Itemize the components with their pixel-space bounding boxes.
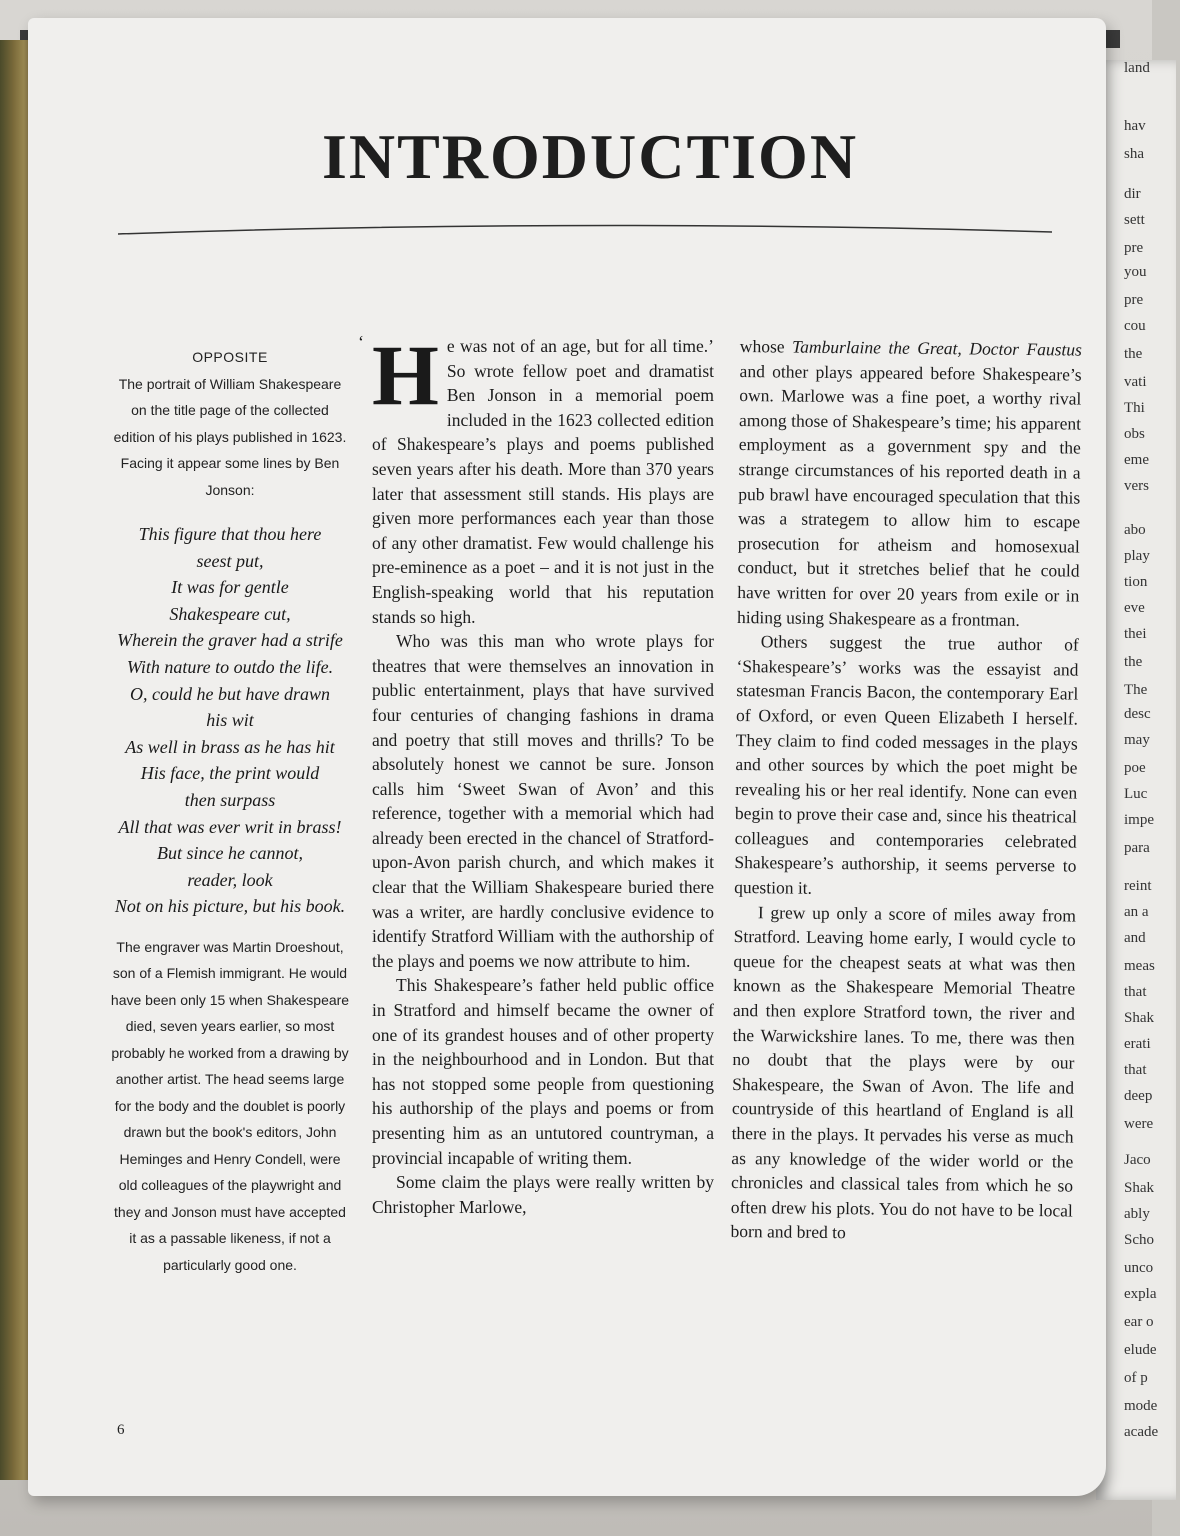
right-page-text-fragment: desc: [1124, 706, 1151, 722]
paragraph: [358, 327, 714, 629]
poem-line: With nature to outdo the life.: [126, 656, 334, 677]
right-page-text-fragment: para: [1124, 840, 1150, 856]
right-page-text-fragment: play: [1124, 548, 1150, 564]
right-page-text-fragment: The: [1124, 682, 1148, 698]
right-page-text-fragment: abo: [1124, 522, 1146, 538]
right-page-text-fragment: Thi: [1124, 400, 1145, 416]
right-page-text-fragment: and: [1124, 930, 1146, 946]
right-page-text-fragment: unco: [1124, 1260, 1154, 1276]
opening-quote: ‘: [358, 332, 364, 352]
right-page-text-fragment: of p: [1124, 1370, 1148, 1386]
right-page-text-fragment: ably: [1124, 1206, 1150, 1222]
poem-line: This figure that thou here: [138, 524, 322, 544]
right-page-text-fragment: Luc: [1124, 786, 1148, 802]
right-page-text-fragment: eve: [1124, 600, 1145, 616]
right-page-text-fragment: Shak: [1124, 1010, 1154, 1026]
right-page-text-fragment: land: [1124, 60, 1150, 76]
text-column-1: [358, 327, 714, 1219]
paragraph-text: e was not of an age, but for all time.’ So wrote fellow poet and dramatist Ben Jonson in a memorial poem included in the 1623 collected edition of Shakespeare’s plays and poems published seven years after his death. More than 370 years later that assessment still stands. His plays are given more performances each year than those of any other dramatist. Few would challenge his pre-eminence as a poet – and it is not just in the English-speaking world that his reputation stands so high.: [372, 336, 714, 627]
right-page-text-fragment: thei: [1124, 626, 1147, 642]
right-page-text-fragment: acade: [1124, 1424, 1159, 1440]
poem-line: O, could he but have drawn: [130, 683, 330, 704]
right-page-text-fragment: cou: [1124, 318, 1146, 334]
right-page-text-fragment: eme: [1124, 452, 1149, 468]
play-titles: Tamburlaine the Great, Doctor Faustus: [792, 336, 1082, 360]
right-page-text-fragment: sett: [1124, 212, 1145, 228]
paragraph: This Shakespeare’s father held public office in Stratford and himself became the owner of one of its grandest houses and of other property in the neighbourhood and in London. But that has not stopped some people from questioning his authorship of the plays and poems or from presenting him as an untutored countryman, a provincial incapable of writing them.: [372, 975, 714, 1168]
right-page-text-fragment: tion: [1124, 574, 1148, 590]
poem-line: seest put,: [196, 550, 264, 571]
right-page-text-fragment: sha: [1124, 146, 1144, 162]
caption-intro: The portrait of William Shakespeare on the title page of the collected edition of his plays published in 1623. Facing it appear some lines by Ben Jonson:: [113, 375, 347, 498]
right-page-text-fragment: that: [1124, 984, 1147, 1000]
poem-line: then surpass: [184, 789, 276, 810]
right-page-text-fragment: vati: [1124, 374, 1147, 390]
right-page-text-fragment: you: [1124, 264, 1147, 280]
right-page-text-fragment: pre: [1124, 240, 1144, 256]
caption-heading: OPPOSITE: [192, 349, 268, 365]
paragraph-text: whose: [739, 335, 793, 357]
page-title: INTRODUCTION: [321, 121, 859, 192]
right-page-text-fragment: ear o: [1124, 1314, 1154, 1330]
poem-line: His face, the print would: [140, 763, 320, 784]
right-page-text-fragment: pre: [1124, 292, 1144, 308]
poem-line: As well in brass as he has hit: [125, 736, 335, 757]
paragraph: Others suggest the true author of ‘Shakespeare’s’ works was the essayist and statesman Francis Bacon, the contemporary Earl of Oxford, or even Queen Elizabeth I herself. They claim to find coded messages in the plays and other sources by which the poet might be revealing his or her real identify. None can even begin to prove their case and, since his theatrical colleagues and contemporaries celebrated Shakespeare’s authorship, it seems perverse to question it.: [734, 631, 1079, 898]
right-page-text-fragment: reint: [1124, 878, 1152, 894]
poem-line: But since he cannot,: [157, 843, 303, 864]
right-page-text-fragment: may: [1124, 732, 1150, 748]
right-page-text-fragment: the: [1124, 654, 1143, 670]
right-page-text-fragment: that: [1124, 1062, 1147, 1078]
caption-engraver-note: The engraver was Martin Droeshout, son of a Flemish immigrant. He would have been only 15 when Shakespeare died, seven years earlier, so most probably he worked from a drawing by another artist. The head seems large for the body and the doublet is poorly drawn but the book's editors, John Heminges and Henry Condell, were old colleagues of the playwright and they and Jonson must have accepted it as a passable likeness, if not a particularly good one.: [110, 938, 350, 1273]
ben-jonson-poem: [110, 521, 350, 920]
book-page: [28, 18, 1106, 1496]
paragraph: Who was this man who wrote plays for theatres that were themselves an innovation in public entertainment, plays that have survived four centuries of changing fashions in drama and poetry that still moves and thrills? To be absolutely honest we cannot be sure. Jonson calls him ‘Sweet Swan of Avon’ and this reference, together with a memorial which had already been erected in the chancel of Stratford-upon-Avon parish church, and which makes it clear that the William Shakespeare buried there was a writer, are hardly conclusive evidence to identify Stratford William with the authorship of the plays and poems we now attribute to him.: [372, 631, 714, 971]
right-page-text-fragment: mode: [1124, 1398, 1158, 1414]
poem-line: reader, look: [187, 869, 273, 890]
paragraph: [737, 334, 1082, 633]
right-page-fragment: [1096, 60, 1176, 1500]
right-page-text-fragment: deep: [1124, 1088, 1153, 1104]
poem-line: his wit: [206, 710, 254, 731]
poem-line: It was for gentle: [171, 577, 289, 598]
poem-line: Wherein the graver had a strife: [117, 630, 343, 651]
right-page-text-fragment: elude: [1124, 1342, 1157, 1358]
right-page-text-fragment: dir: [1124, 186, 1141, 202]
right-page-text-fragment: vers: [1124, 478, 1149, 494]
right-page-text-fragment: expla: [1124, 1286, 1157, 1302]
paragraph: I grew up only a score of miles away from Stratford. Leaving home early, I would cycle to queue for the cheapest seats at what was then known as the Shakespeare Memorial Theatre and then explore Stratford town, the river and the Warwickshire lanes. To me, there was then no doubt that the plays were by our Shakespeare, the Swan of Avon. The life and countryside of this heartland of England is all there in the plays. It pervades his verse as much as any knowledge of the wider world or the chronicles and classical tales from which he so often drew his plots. You do not have to be local born and bred to: [730, 901, 1077, 1243]
right-page-text-fragment: obs: [1124, 426, 1145, 442]
right-page-text-fragment: the: [1124, 346, 1143, 362]
paragraph-text: and other plays appeared before Shakespeare’s own. Marlowe was a fine poet, a worthy rival among those of Shakespeare’s time; his apparent employment as a government spy and the strange circumstances of his reported death in a pub brawl have encouraged speculation that this was a strategem to allow him to escape prosecution for atheism and homosexual conduct, but it stretches belief that he could have written for over 20 years from exile or in hiding using Shakespeare as a frontman.: [736, 360, 1082, 630]
right-page-text-fragment: impe: [1124, 812, 1154, 828]
right-page-text-fragment: meas: [1124, 958, 1155, 974]
drop-cap: H: [372, 327, 439, 423]
right-page-text-fragment: erati: [1124, 1036, 1151, 1052]
page-number: 6: [117, 1422, 125, 1438]
right-page-text-fragment: were: [1124, 1116, 1154, 1132]
poem-line: Not on his picture, but his book.: [114, 896, 346, 917]
poem-line: All that was ever writ in brass!: [118, 816, 342, 837]
right-page-text-fragment: poe: [1124, 760, 1146, 776]
caption-box: [110, 344, 350, 1278]
right-page-text-fragment: Scho: [1124, 1232, 1154, 1248]
paragraph: Some claim the plays were really written by Christopher Marlowe,: [372, 1172, 714, 1217]
right-page-text-fragment: hav: [1124, 118, 1146, 134]
right-page-text-fragment: Shak: [1124, 1180, 1154, 1196]
poem-line: Shakespeare cut,: [169, 603, 291, 624]
right-page-text-fragment: an a: [1124, 904, 1149, 920]
right-page-text-fragment: Jaco: [1124, 1152, 1151, 1168]
title-divider-rule: [118, 224, 1052, 256]
text-column-2: [730, 334, 1082, 1248]
